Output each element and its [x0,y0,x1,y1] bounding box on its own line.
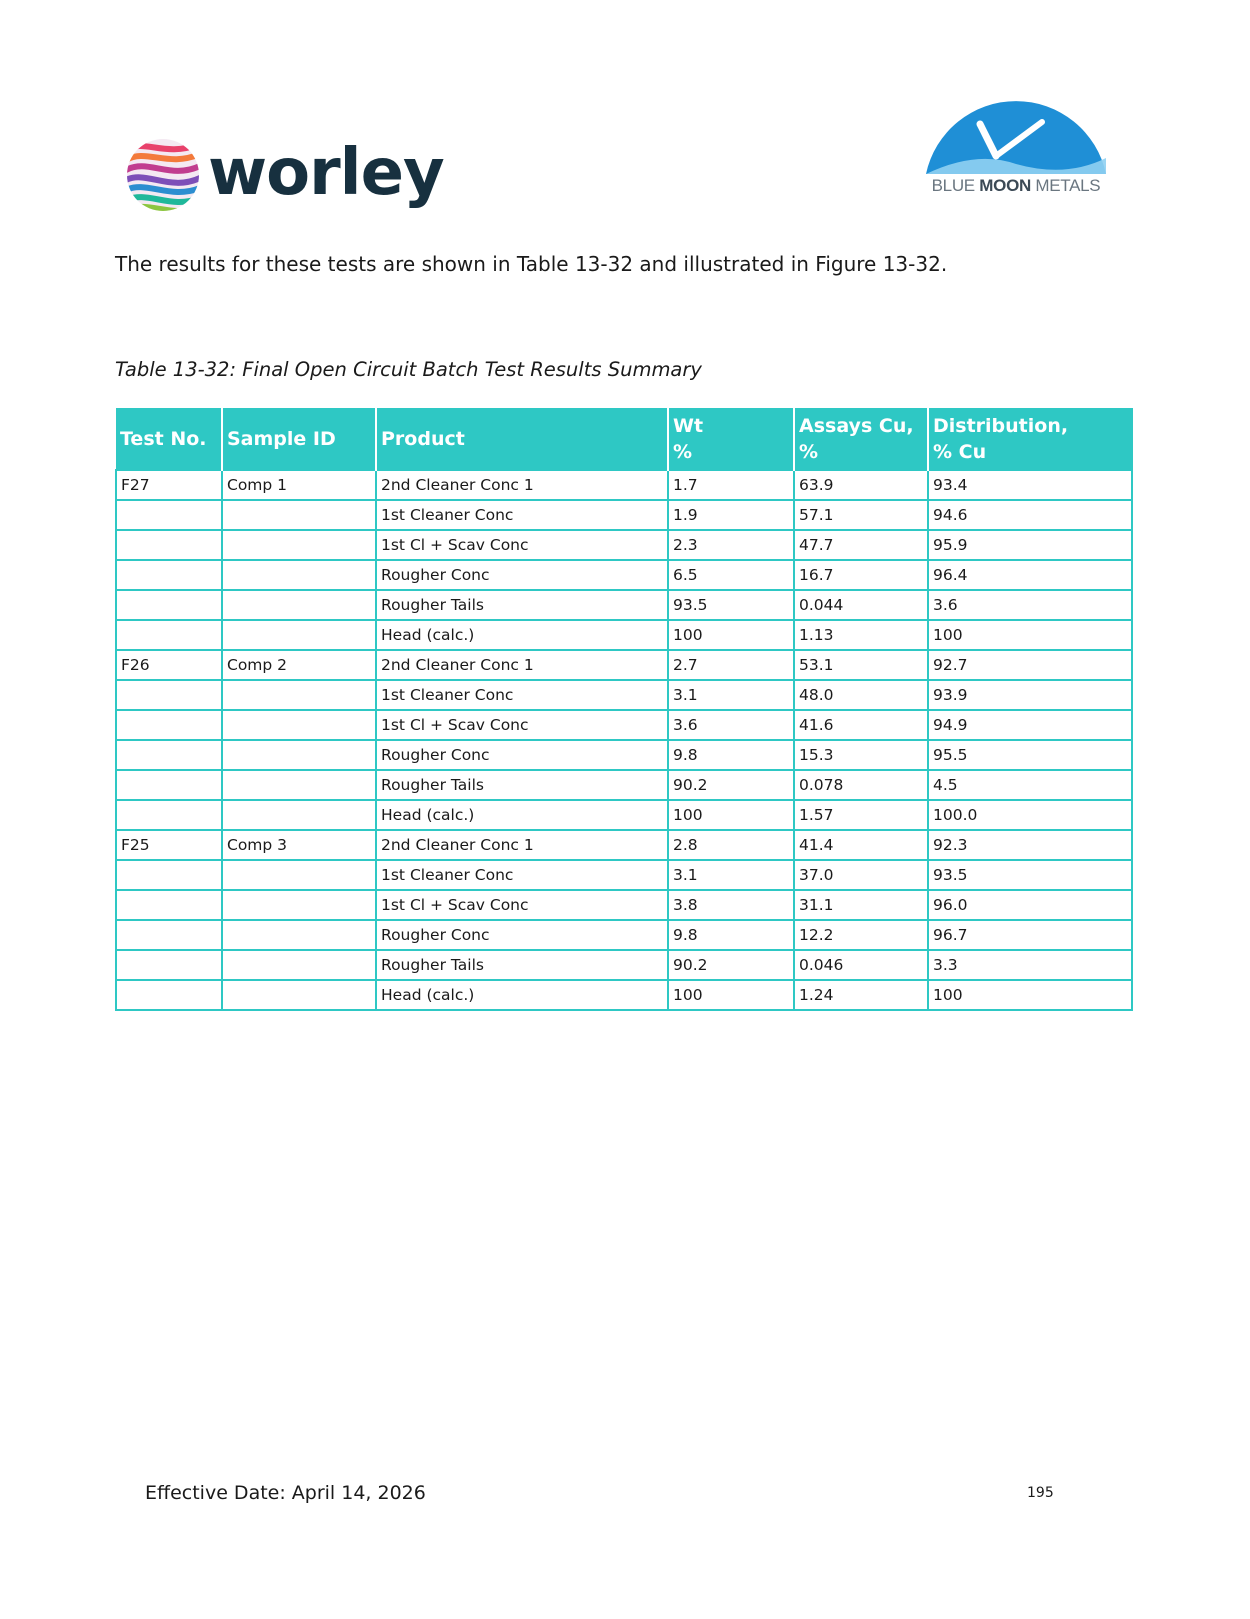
table-cell: 100 [928,980,1132,1010]
table-cell: 96.7 [928,920,1132,950]
table-cell: 93.5 [668,590,794,620]
table-cell: Rougher Conc [376,560,668,590]
column-header-text: % [673,440,693,463]
table-body [116,470,1132,1010]
table-cell: F26 [116,650,222,680]
worley-wordmark: worley [208,136,444,210]
table-cell: 2.8 [668,830,794,860]
table-row [116,980,1132,1010]
table-cell: Head (calc.) [376,980,668,1010]
table-cell: 100 [668,800,794,830]
table-cell: 94.6 [928,500,1132,530]
table-row [116,890,1132,920]
table-cell: 2nd Cleaner Conc 1 [376,650,668,680]
table-cell: 1.57 [794,800,928,830]
table-cell: 3.1 [668,680,794,710]
table-cell: Head (calc.) [376,620,668,650]
table-cell [222,770,376,800]
table-cell [116,890,222,920]
table-cell [222,500,376,530]
table-cell: 3.6 [928,590,1132,620]
table-row [116,740,1132,770]
table-cell: Comp 2 [222,650,376,680]
column-header [668,408,794,470]
table-cell: 1st Cleaner Conc [376,860,668,890]
table-cell: 96.4 [928,560,1132,590]
table-cell: Rougher Tails [376,770,668,800]
table-cell: 94.9 [928,710,1132,740]
worley-globe-icon [124,136,202,214]
table-cell: 16.7 [794,560,928,590]
table-cell [116,710,222,740]
table-cell [116,770,222,800]
table-cell: F25 [116,830,222,860]
table-cell: 100 [668,620,794,650]
table-cell: 47.7 [794,530,928,560]
column-header-text: Distribution, [933,414,1069,437]
table-cell: 12.2 [794,920,928,950]
table-cell: 92.7 [928,650,1132,680]
table-cell [222,590,376,620]
table-cell: 6.5 [668,560,794,590]
table-cell [116,860,222,890]
table-caption: Table 13-32: Final Open Circuit Batch Test Results Summary [115,358,702,381]
table-cell: 63.9 [794,470,928,500]
column-header-text: Test No. [120,427,207,450]
table-row [116,680,1132,710]
table-row [116,920,1132,950]
table-row [116,830,1132,860]
table-cell: 15.3 [794,740,928,770]
table-cell [116,560,222,590]
table-cell [222,800,376,830]
table-cell: 3.8 [668,890,794,920]
column-header-text: Sample ID [227,427,336,450]
table-cell: 100 [928,620,1132,650]
table-cell: 1st Cl + Scav Conc [376,890,668,920]
table-cell: 96.0 [928,890,1132,920]
table-cell: 1st Cl + Scav Conc [376,530,668,560]
table-cell [222,710,376,740]
table-cell [222,530,376,560]
table-cell: Rougher Tails [376,950,668,980]
table-cell: F27 [116,470,222,500]
column-header [794,408,928,470]
table-cell: 0.078 [794,770,928,800]
table-cell [222,950,376,980]
table-cell: 1.24 [794,980,928,1010]
table-cell: 95.5 [928,740,1132,770]
table-row [116,560,1132,590]
table-cell: 9.8 [668,740,794,770]
table-cell: 2.3 [668,530,794,560]
table-cell: 100.0 [928,800,1132,830]
table-cell [116,950,222,980]
table-cell [222,620,376,650]
table-cell: 41.6 [794,710,928,740]
table-cell [222,890,376,920]
table-header-row [116,408,1132,470]
table-cell [116,680,222,710]
table-cell: 9.8 [668,920,794,950]
table-cell: 2nd Cleaner Conc 1 [376,470,668,500]
effective-date: Effective Date: April 14, 2026 [145,1482,426,1504]
table-cell [222,560,376,590]
column-header-text: % [799,440,819,463]
table-cell: 93.9 [928,680,1132,710]
table-cell [116,530,222,560]
intro-paragraph: The results for these tests are shown in Table 13-32 and illustrated in Figure 13-32. [115,252,948,276]
table-cell: Rougher Tails [376,590,668,620]
table-cell: 1.9 [668,500,794,530]
table-row [116,620,1132,650]
column-header-text: % Cu [933,440,987,463]
table-cell [222,680,376,710]
table-cell: 100 [668,980,794,1010]
column-header-text: Assays Cu, [799,414,914,437]
page-number: 195 [1027,1485,1054,1501]
table-cell [222,740,376,770]
table-cell: 92.3 [928,830,1132,860]
table-cell: 1st Cl + Scav Conc [376,710,668,740]
table-cell: 3.6 [668,710,794,740]
table-cell: 1.7 [668,470,794,500]
table-row [116,530,1132,560]
table-cell: 0.044 [794,590,928,620]
table-cell: 4.5 [928,770,1132,800]
table-row [116,470,1132,500]
table-cell [116,740,222,770]
table-cell: 3.3 [928,950,1132,980]
blue-moon-metals-logo [916,78,1116,206]
column-header-text: Wt [673,414,704,437]
table-cell: 2.7 [668,650,794,680]
column-header [222,408,376,470]
table-cell: 57.1 [794,500,928,530]
table-cell [222,920,376,950]
table-row [116,950,1132,980]
table-cell [116,500,222,530]
table-cell: 93.4 [928,470,1132,500]
table-cell: Rougher Conc [376,740,668,770]
table-cell: Comp 3 [222,830,376,860]
table-cell [222,980,376,1010]
column-header [928,408,1132,470]
table-cell: 95.9 [928,530,1132,560]
table-row [116,500,1132,530]
table-row [116,710,1132,740]
table-cell: 3.1 [668,860,794,890]
table-cell: Comp 1 [222,470,376,500]
column-header [376,408,668,470]
table-cell: Head (calc.) [376,800,668,830]
table-cell: 41.4 [794,830,928,860]
table-cell: 2nd Cleaner Conc 1 [376,830,668,860]
table-cell: 1.13 [794,620,928,650]
table-row [116,650,1132,680]
table-cell: 1st Cleaner Conc [376,500,668,530]
table-cell: 90.2 [668,950,794,980]
results-table [115,408,1133,1011]
table-row [116,800,1132,830]
table-cell [116,800,222,830]
results-table-container [115,408,1131,1011]
table-cell: 37.0 [794,860,928,890]
table-cell [116,620,222,650]
table-cell: 53.1 [794,650,928,680]
table-row [116,860,1132,890]
table-row [116,770,1132,800]
table-cell: 93.5 [928,860,1132,890]
moon-clock-icon [916,78,1116,178]
table-cell: 48.0 [794,680,928,710]
table-cell: 90.2 [668,770,794,800]
table-cell [222,860,376,890]
table-cell [116,920,222,950]
table-cell [116,590,222,620]
table-cell: 0.046 [794,950,928,980]
table-cell: Rougher Conc [376,920,668,950]
table-cell [116,980,222,1010]
blue-moon-metals-wordmark: BLUE MOON METALS [931,176,1101,195]
column-header [116,408,222,470]
table-cell: 1st Cleaner Conc [376,680,668,710]
column-header-text: Product [381,427,465,450]
table-cell: 31.1 [794,890,928,920]
worley-logo [124,136,444,216]
table-row [116,590,1132,620]
